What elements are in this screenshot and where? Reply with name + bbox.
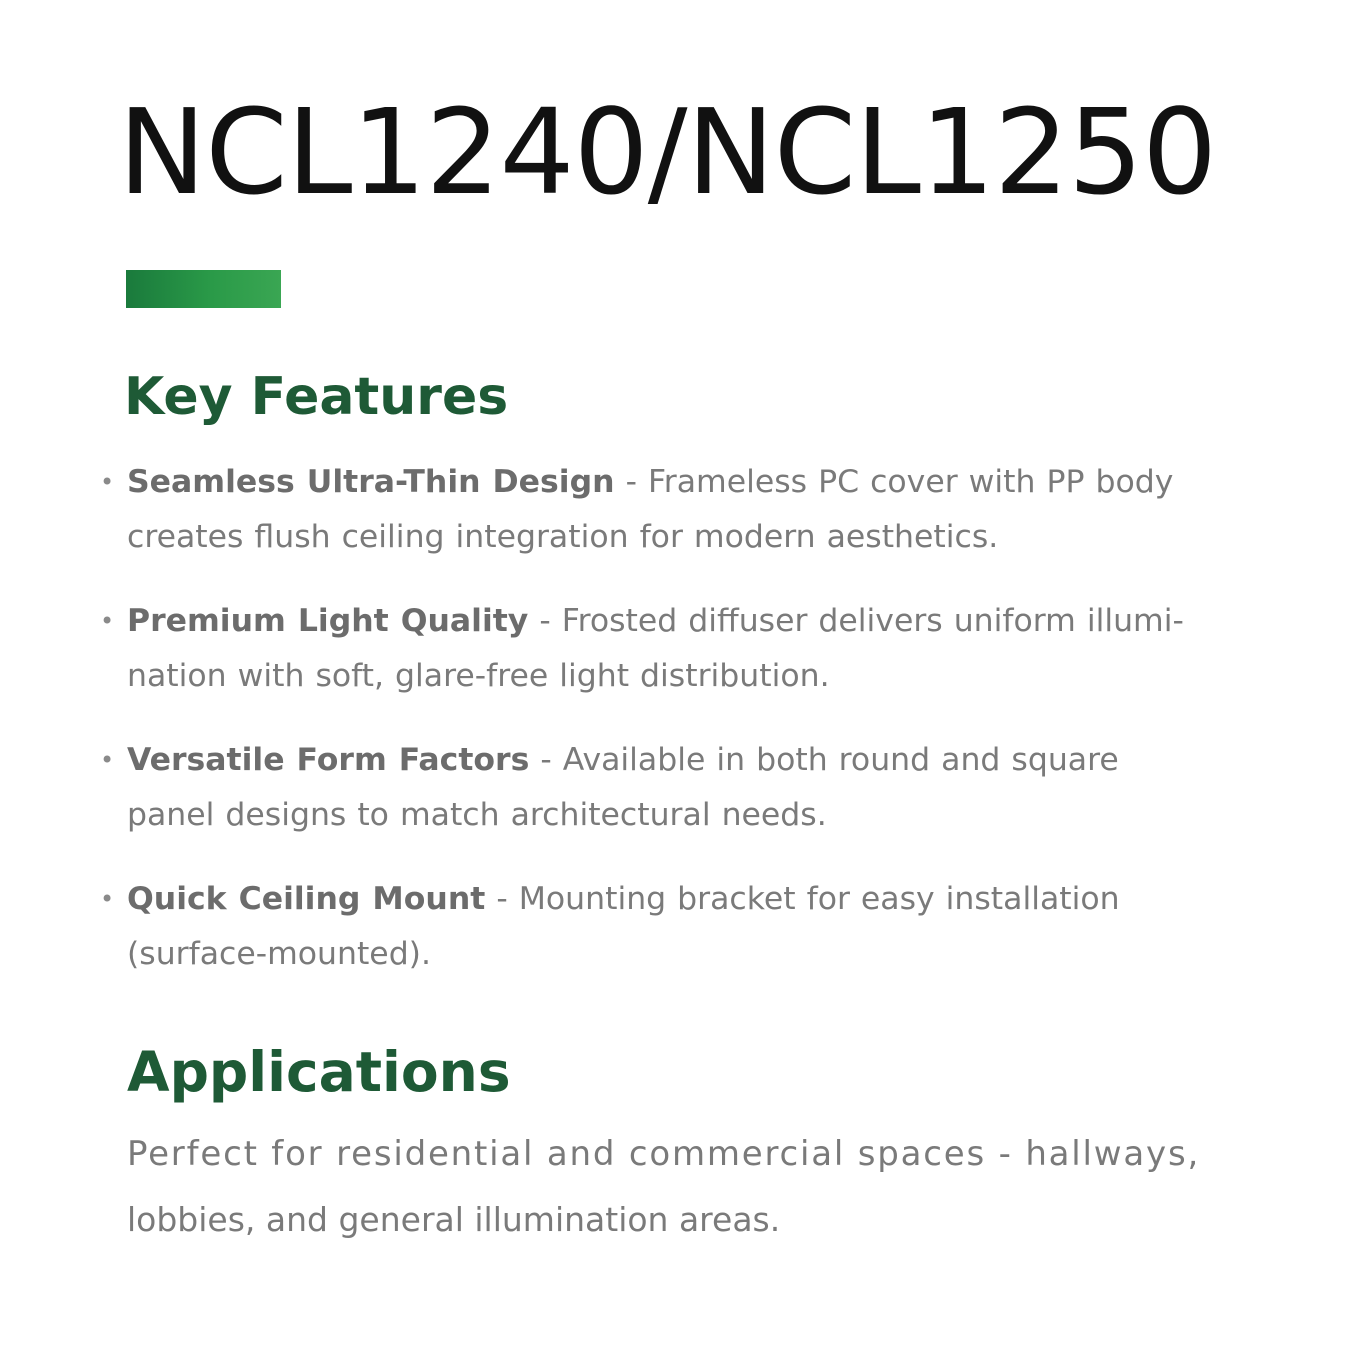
accent-bar (126, 270, 281, 308)
feature-line-2: (surface-mounted). (127, 936, 431, 972)
applications-text (127, 1122, 1200, 1252)
key-features-list (100, 455, 1280, 1011)
feature-line-1 (127, 594, 1280, 649)
feature-description: Frameless PC cover with PP body (647, 464, 1174, 500)
feature-description: Mounting bracket for easy installation (518, 881, 1120, 917)
applications-line-1: Perfect for residential and commercial spaces - hallways, (127, 1134, 1201, 1174)
feature-title: Premium Light Quality (127, 603, 529, 639)
bullet-icon: • (100, 468, 115, 496)
applications-heading: Applications (127, 1040, 511, 1104)
bullet-icon: • (100, 885, 115, 913)
feature-line-2: nation with soft, glare-free light distribution. (127, 658, 830, 694)
feature-line-1 (127, 733, 1280, 788)
applications-line-2: lobbies, and general illumination areas. (127, 1200, 781, 1239)
feature-item (100, 733, 1280, 843)
feature-description: Frosted diffuser delivers uniform illumi- (561, 603, 1184, 639)
bullet-icon: • (100, 607, 115, 635)
feature-item (100, 455, 1280, 565)
feature-description: Available in both round and square (562, 742, 1119, 778)
feature-title: Versatile Form Factors (127, 742, 530, 778)
feature-separator: - (485, 881, 519, 917)
feature-line-2: panel designs to match architectural needs. (127, 797, 827, 833)
bullet-icon: • (100, 746, 115, 774)
feature-item (100, 594, 1280, 704)
feature-line-1 (127, 455, 1280, 510)
feature-separator: - (614, 464, 648, 500)
feature-title: Seamless Ultra-Thin Design (127, 464, 615, 500)
feature-line-2: creates flush ceiling integration for modern aesthetics. (127, 519, 999, 555)
feature-title: Quick Ceiling Mount (127, 881, 486, 917)
product-title: NCL1240/NCL1250 (118, 83, 1217, 221)
feature-separator: - (529, 742, 563, 778)
feature-line-1 (127, 872, 1280, 927)
feature-item (100, 872, 1280, 982)
feature-separator: - (528, 603, 562, 639)
key-features-heading: Key Features (124, 367, 509, 427)
